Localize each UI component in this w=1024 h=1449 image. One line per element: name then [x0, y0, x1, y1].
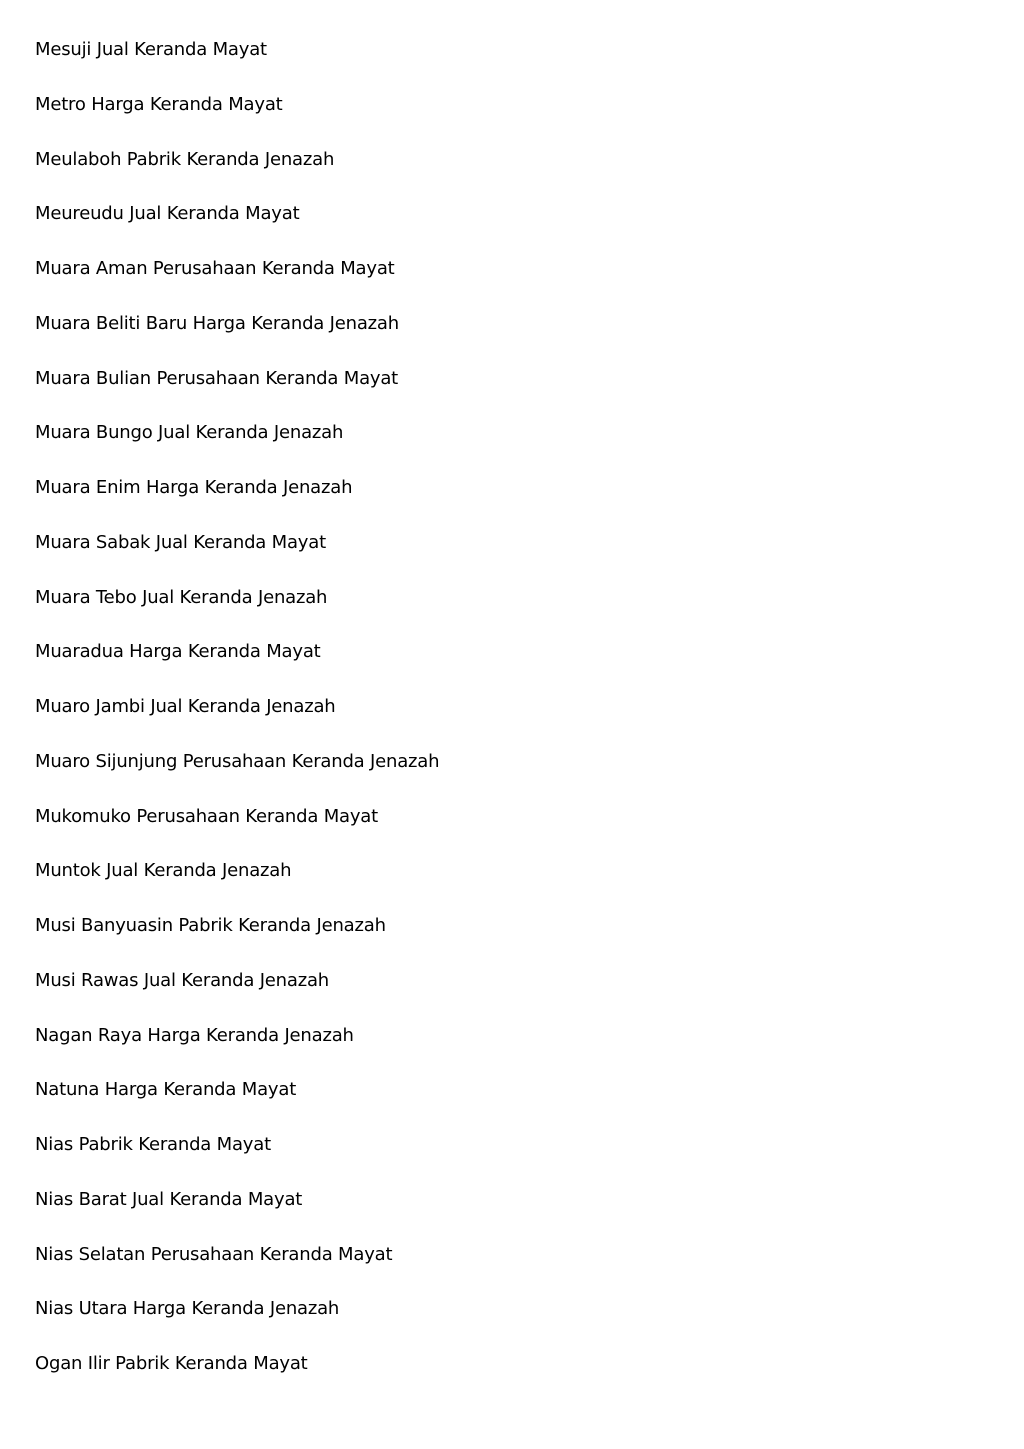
entry-list [35, 36, 439, 1405]
list-item: Muara Tebo Jual Keranda Jenazah [35, 586, 328, 608]
list-item: Muaro Jambi Jual Keranda Jenazah [35, 696, 336, 717]
list-item: Mesuji Jual Keranda Mayat [35, 39, 267, 60]
list-item: Muaradua Harga Keranda Mayat [35, 641, 321, 663]
list-item: Muara Beliti Baru Harga Keranda Jenazah [35, 312, 399, 334]
list-item: Muara Enim Harga Keranda Jenazah [35, 477, 353, 498]
list-item: Muara Bungo Jual Keranda Jenazah [35, 422, 344, 444]
list-item: Musi Rawas Jual Keranda Jenazah [35, 969, 330, 991]
list-item: Nias Barat Jual Keranda Mayat [35, 1188, 303, 1210]
list-item: Muara Aman Perusahaan Keranda Mayat [35, 258, 395, 279]
list-item: Natuna Harga Keranda Mayat [35, 1079, 297, 1101]
list-item: Ogan Ilir Pabrik Keranda Mayat [35, 1353, 308, 1374]
list-item: Muntok Jual Keranda Jenazah [35, 860, 292, 882]
list-item: Muara Sabak Jual Keranda Mayat [35, 531, 326, 553]
list-item: Nias Utara Harga Keranda Jenazah [35, 1298, 340, 1320]
list-item: Metro Harga Keranda Mayat [35, 93, 283, 115]
list-item: Muara Bulian Perusahaan Keranda Mayat [35, 367, 399, 389]
list-item: Meulaboh Pabrik Keranda Jenazah [35, 148, 335, 170]
list-item: Musi Banyuasin Pabrik Keranda Jenazah [35, 915, 386, 936]
list-item: Muaro Sijunjung Perusahaan Keranda Jenazah [35, 750, 440, 772]
list-item: Nias Pabrik Keranda Mayat [35, 1134, 271, 1155]
list-item: Meureudu Jual Keranda Mayat [35, 203, 300, 225]
list-item: Mukomuko Perusahaan Keranda Mayat [35, 805, 378, 827]
list-item: Nias Selatan Perusahaan Keranda Mayat [35, 1243, 393, 1265]
list-item: Nagan Raya Harga Keranda Jenazah [35, 1024, 354, 1046]
